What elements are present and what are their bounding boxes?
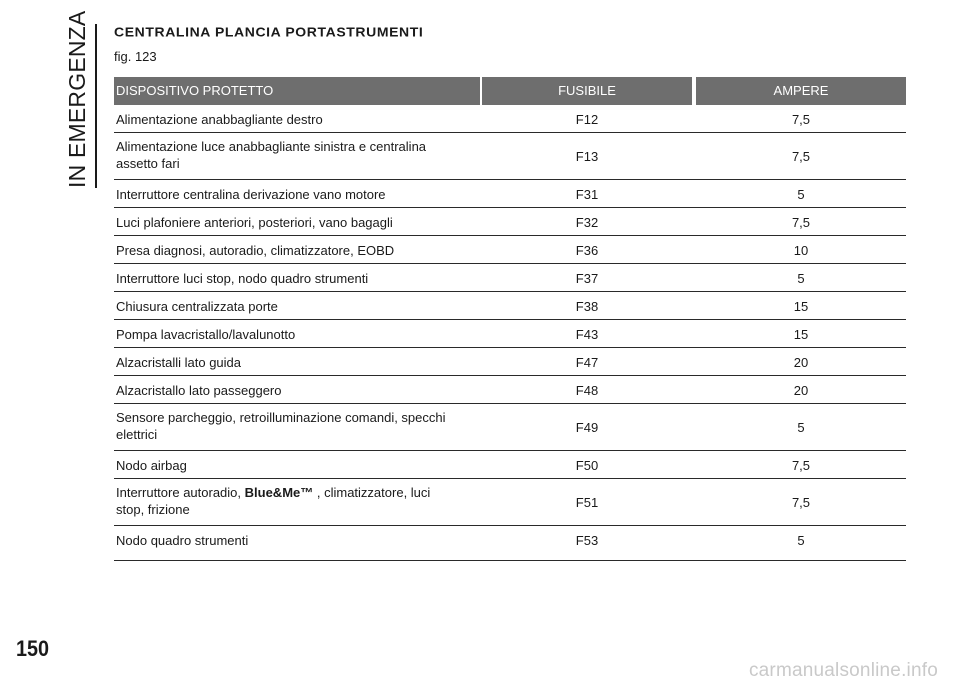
device-line: assetto fari: [116, 156, 180, 171]
ampere-cell: 5: [797, 533, 805, 548]
ampere-cell: 20: [793, 355, 809, 370]
section-side-tab: [60, 10, 94, 188]
device-cell: Alzacristalli lato guida: [116, 355, 242, 370]
ampere-cell: 5: [797, 420, 805, 435]
watermark: carmanualsonline.info: [748, 660, 938, 681]
ampere-cell: 5: [797, 271, 805, 286]
device-line: Sensore parcheggio, retroilluminazione comandi, specchi: [116, 410, 446, 425]
ampere-cell: 20: [793, 383, 809, 398]
device-line: elettrici: [116, 427, 158, 442]
ampere-cell: 7,5: [791, 149, 811, 164]
device-cell: Nodo airbag: [116, 458, 187, 473]
device-text: Interruttore autoradio,: [116, 485, 245, 500]
product-name: Blue&Me™: [244, 485, 314, 500]
device-cell: Chiusura centralizzata porte: [116, 299, 278, 314]
device-line: stop, frizione: [116, 502, 190, 517]
ampere-cell: 7,5: [791, 458, 811, 473]
table-row: [114, 105, 906, 133]
fuse-cell: F53: [575, 533, 599, 548]
fuse-cell: F49: [575, 420, 599, 435]
ampere-cell: 15: [793, 299, 809, 314]
fuse-cell: F47: [575, 355, 599, 370]
table-row: [114, 376, 906, 404]
device-cell: [116, 138, 476, 172]
ampere-cell: 7,5: [791, 112, 811, 127]
fuse-cell: F38: [575, 299, 599, 314]
table-row: [114, 292, 906, 320]
table-row: [114, 133, 906, 180]
fuse-cell: F37: [575, 271, 599, 286]
fuse-cell: F32: [575, 215, 599, 230]
device-line: [116, 484, 476, 501]
fuse-cell: F50: [575, 458, 599, 473]
device-cell: Alzacristallo lato passeggero: [116, 383, 282, 398]
device-cell: [116, 409, 476, 443]
table-row: [114, 236, 906, 264]
device-line: Alimentazione luce anabbagliante sinistra e centralina: [116, 139, 427, 154]
table-row: [114, 479, 906, 526]
table-row: [114, 264, 906, 292]
header-fuse: FUSIBILE: [482, 77, 692, 105]
table-row: [114, 404, 906, 451]
ampere-cell: 7,5: [791, 495, 811, 510]
device-text: , climatizzatore, luci: [313, 485, 431, 500]
side-tab-label: IN EMERGENZA: [64, 10, 90, 188]
ampere-cell: 5: [797, 187, 805, 202]
ampere-cell: 7,5: [791, 215, 811, 230]
device-cell: Interruttore centralina derivazione vano motore: [116, 187, 386, 202]
table-row: [114, 526, 906, 561]
table-header: [114, 77, 906, 105]
table-row: [114, 320, 906, 348]
figure-reference: fig. 123: [114, 49, 157, 64]
device-cell: [116, 484, 476, 518]
ampere-cell: 15: [793, 327, 809, 342]
section-title: CENTRALINA PLANCIA PORTASTRUMENTI: [114, 25, 424, 40]
table-row: [114, 348, 906, 376]
fuse-cell: F31: [575, 187, 599, 202]
table-row: [114, 208, 906, 236]
header-ampere: AMPERE: [696, 77, 906, 105]
ampere-cell: 10: [793, 243, 809, 258]
fuse-cell: F13: [575, 149, 599, 164]
device-cell: Pompa lavacristallo/lavalunotto: [116, 327, 296, 342]
fuse-table: [114, 77, 906, 561]
device-cell: Nodo quadro strumenti: [116, 533, 249, 548]
side-tab-rule: [95, 24, 97, 188]
header-device: DISPOSITIVO PROTETTO: [114, 77, 480, 105]
page-number: 150: [16, 636, 50, 661]
table-row: [114, 451, 906, 479]
device-cell: Alimentazione anabbagliante destro: [116, 112, 323, 127]
fuse-cell: F51: [575, 495, 599, 510]
device-cell: Interruttore luci stop, nodo quadro strumenti: [116, 271, 369, 286]
fuse-cell: F43: [575, 327, 599, 342]
device-cell: Presa diagnosi, autoradio, climatizzatore, EOBD: [116, 243, 395, 258]
fuse-cell: F36: [575, 243, 599, 258]
table-row: [114, 180, 906, 208]
fuse-cell: F12: [575, 112, 599, 127]
device-cell: Luci plafoniere anteriori, posteriori, vano bagagli: [116, 215, 393, 230]
fuse-cell: F48: [575, 383, 599, 398]
